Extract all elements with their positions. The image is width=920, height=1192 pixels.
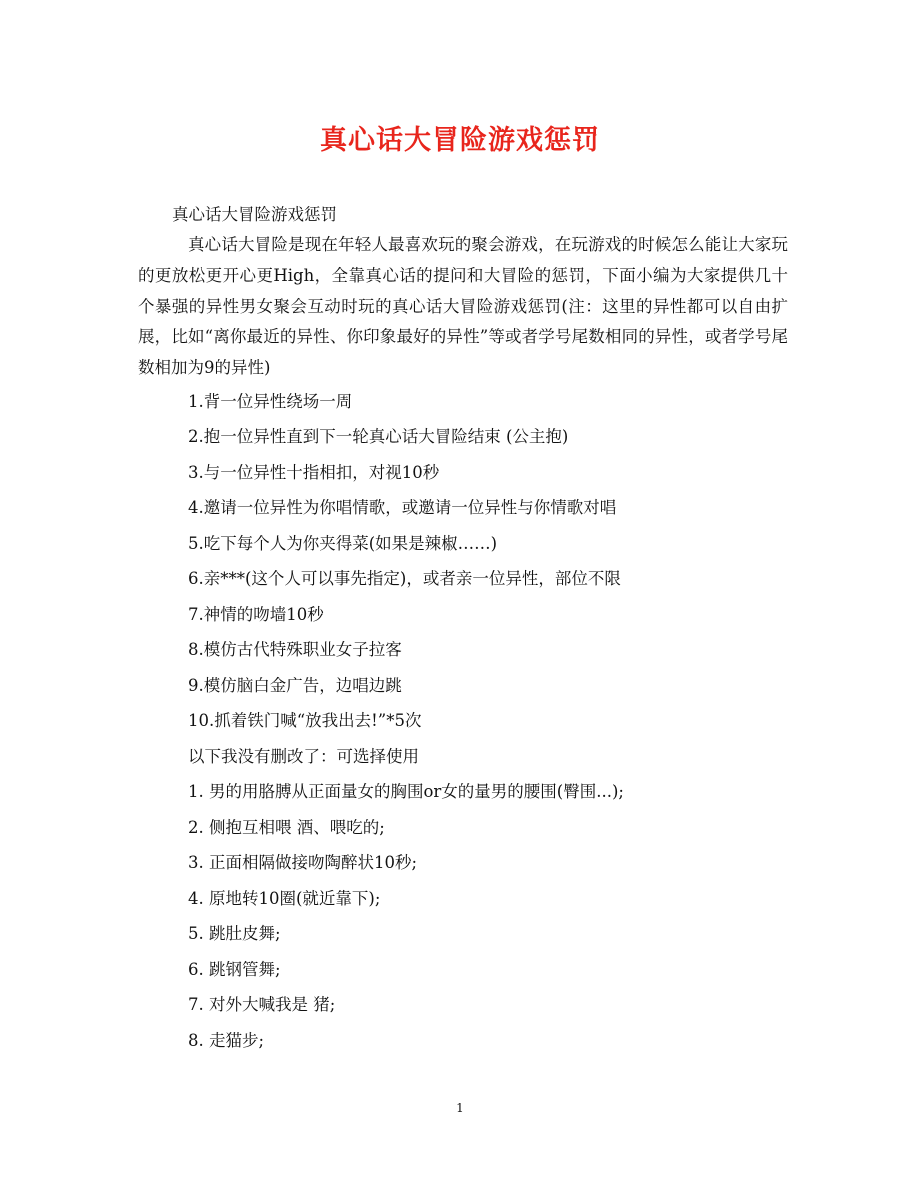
page-number: 1 [456, 1101, 464, 1115]
document-subtitle: 真心话大冒险游戏惩罚 [172, 205, 337, 224]
list-item: 8.模仿古代特殊职业女子拉客 [188, 640, 402, 660]
intro-paragraph: 真心话大冒险是现在年轻人最喜欢玩的聚会游戏，在玩游戏的时候怎么能让大家玩的更放松更开心更High，全靠真心话的提问和大冒险的惩罚，下面小编为大家提供几十个暴强的异性男女聚会互动时玩的真心话大冒险游戏惩罚(注：这里的异性都可以自由扩展，比如“离你最近的异性、你印象最好的异性”等或者学号尾数相同的异性，或者学号尾数相加为9的异性) [138, 235, 788, 378]
list-item: 6. 跳钢管舞; [188, 959, 281, 979]
document-body [138, 200, 788, 1058]
optional-punishment-list [138, 774, 788, 1058]
list-item: 1. 男的用胳膊从正面量女的胸围or女的量男的腰围(臀围...); [188, 782, 624, 802]
list-item: 7.神情的吻墙10秒 [188, 604, 324, 624]
list-item: 2. 侧抱互相喂 酒、喂吃的; [188, 817, 385, 837]
list-item: 2.抱一位异性直到下一轮真心话大冒险结束 (公主抱) [188, 427, 569, 447]
list-item: 5. 跳肚皮舞; [188, 924, 281, 944]
list-item: 3. 正面相隔做接吻陶醉状10秒; [188, 853, 418, 873]
list-item: 5.吃下每个人为你夹得菜(如果是辣椒……) [188, 533, 498, 553]
list-item: 6.亲***(这个人可以事先指定)，或者亲一位异性，部位不限 [188, 569, 621, 589]
list-item: 1.背一位异性绕场一周 [188, 391, 353, 411]
list-item: 8. 走猫步; [188, 1030, 265, 1050]
punishment-list [138, 384, 788, 739]
list-item: 4.邀请一位异性为你唱情歌，或邀请一位异性与你情歌对唱 [188, 498, 617, 518]
list-item: 4. 原地转10圈(就近靠下); [188, 888, 381, 908]
document-title: 真心话大冒险游戏惩罚 [320, 125, 600, 156]
list-item: 3.与一位异性十指相扣，对视10秒 [188, 462, 440, 482]
list-item: 7. 对外大喊我是 猪; [188, 995, 336, 1015]
list-item: 9.模仿脑白金广告，边唱边跳 [188, 675, 402, 695]
section-note: 以下我没有删改了：可选择使用 [188, 746, 419, 766]
list-item: 10.抓着铁门喊“放我出去!”*5次 [188, 711, 422, 731]
